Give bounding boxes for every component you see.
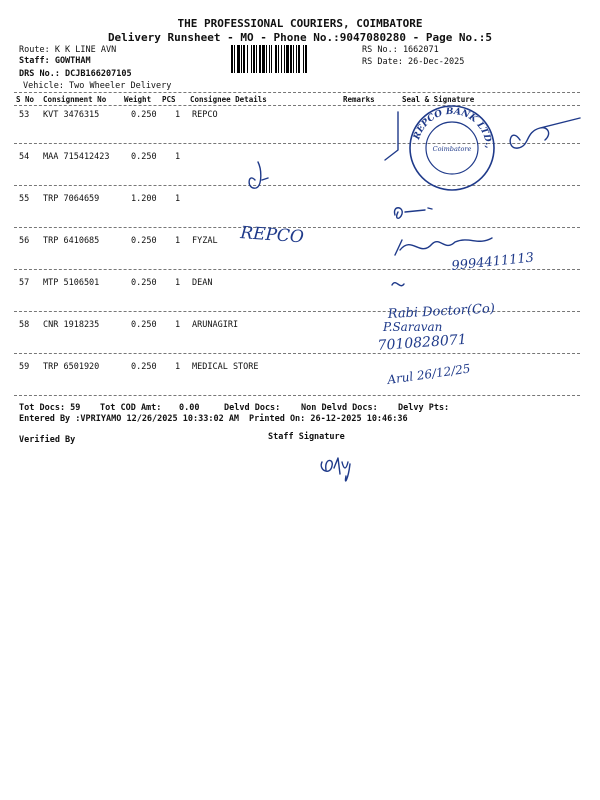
runsheet-subtitle: Delivery Runsheet - MO - Phone No.:9047080280 - Page No.:5 bbox=[107, 31, 493, 44]
barcode-bar bbox=[275, 45, 277, 73]
row-pcs: 1 bbox=[175, 110, 181, 120]
vehicle-label: Vehicle: Two Wheeler Delivery bbox=[23, 81, 172, 91]
header-rule-bottom bbox=[14, 105, 580, 106]
col-consignment: Consignment No bbox=[43, 95, 107, 104]
col-weight: Weight bbox=[124, 95, 152, 104]
table-row bbox=[0, 362, 600, 404]
barcode-bar bbox=[281, 45, 282, 73]
table-row bbox=[0, 320, 600, 362]
row-pcs: 1 bbox=[175, 194, 181, 204]
entered-by: Entered By :VPRIYAMO 12/26/2025 10:33:02 AM bbox=[19, 414, 240, 424]
staff-label: Staff: GOWTHAM bbox=[19, 56, 91, 66]
header-rule-top bbox=[14, 92, 580, 93]
barcode-bar bbox=[247, 45, 248, 73]
row-consignment: TRP 6410685 bbox=[43, 236, 100, 246]
barcode-bar bbox=[234, 45, 235, 73]
barcode-bar bbox=[251, 45, 252, 73]
row-rule bbox=[14, 353, 580, 354]
col-remarks: Remarks bbox=[343, 95, 375, 104]
delvy-pts: Delvy Pts: bbox=[398, 403, 450, 413]
row-weight: 0.250 bbox=[131, 362, 157, 372]
row-consignment: TRP 7064659 bbox=[43, 194, 100, 204]
handwriting-row58: P.Saravan bbox=[383, 320, 443, 334]
row-consignment: MAA 715412423 bbox=[43, 152, 110, 162]
row-weight: 0.250 bbox=[131, 278, 157, 288]
rs-date: RS Date: 26-Dec-2025 bbox=[362, 57, 465, 67]
barcode-bar bbox=[296, 45, 297, 73]
row-consignee: REPCO bbox=[192, 110, 218, 120]
col-pcs: PCS bbox=[162, 95, 176, 104]
tot-docs: Tot Docs: 59 bbox=[19, 403, 81, 413]
row-weight: 1.200 bbox=[131, 194, 157, 204]
handwriting-row55: REPCO bbox=[239, 223, 305, 248]
row-weight: 0.250 bbox=[131, 320, 157, 330]
barcode-bar bbox=[243, 45, 245, 73]
phone-row56: 9994411113 bbox=[450, 250, 535, 274]
row-pcs: 1 bbox=[175, 362, 181, 372]
tot-cod-amount: 0.00 bbox=[179, 403, 200, 413]
handwriting-row59: Arul 26/12/25 bbox=[386, 361, 472, 387]
seal-center-text: Coimbatore bbox=[432, 145, 472, 153]
row-consignment: KVT 3476315 bbox=[43, 110, 100, 120]
row-sno: 54 bbox=[19, 152, 30, 162]
barcode-bar bbox=[256, 45, 257, 73]
row-rule bbox=[14, 269, 580, 270]
row-consignment: TRP 6501920 bbox=[43, 362, 100, 372]
rs-number: RS No.: 1662071 bbox=[362, 45, 439, 55]
table-row bbox=[0, 152, 600, 194]
barcode-bar bbox=[269, 45, 270, 73]
row-rule bbox=[14, 395, 580, 396]
row-weight: 0.250 bbox=[131, 236, 157, 246]
row-sno: 59 bbox=[19, 362, 30, 372]
table-row bbox=[0, 194, 600, 236]
phone-row58: 7010828071 bbox=[377, 331, 468, 354]
col-seal-signature: Seal & Signature bbox=[402, 95, 475, 104]
barcode-bar bbox=[290, 45, 292, 73]
barcode-bar bbox=[271, 45, 272, 73]
row-sno: 53 bbox=[19, 110, 30, 120]
row-sno: 57 bbox=[19, 278, 30, 288]
col-sno: S No bbox=[16, 95, 35, 104]
table-row bbox=[0, 278, 600, 320]
barcode-bar bbox=[259, 45, 261, 73]
barcode-bar bbox=[241, 45, 242, 73]
row-consignment: CNR 1918235 bbox=[43, 320, 100, 330]
barcode-bar bbox=[278, 45, 279, 73]
tot-cod-label: Tot COD Amt: bbox=[100, 403, 162, 413]
row-rule bbox=[14, 227, 580, 228]
barcode-bar bbox=[231, 45, 233, 73]
row-sno: 55 bbox=[19, 194, 30, 204]
row-weight: 0.250 bbox=[131, 152, 157, 162]
route-label: Route: K K LINE AVN bbox=[19, 45, 117, 55]
row-weight: 0.250 bbox=[131, 110, 157, 120]
barcode bbox=[231, 45, 356, 73]
row-pcs: 1 bbox=[175, 152, 181, 162]
handwriting-row57: Rabi Doctor(Co) bbox=[387, 301, 496, 322]
row-rule bbox=[14, 185, 580, 186]
row-consignee: FYZAL bbox=[192, 236, 218, 246]
printed-on: Printed On: 26-12-2025 10:46:36 bbox=[249, 414, 408, 424]
seal-text: REPCO BANK LTD., bbox=[412, 106, 494, 149]
delvd-docs: Delvd Docs: bbox=[224, 403, 281, 413]
barcode-bar bbox=[298, 45, 300, 73]
barcode-bar bbox=[303, 45, 304, 73]
barcode-bar bbox=[262, 45, 265, 73]
barcode-bar bbox=[293, 45, 294, 73]
barcode-bar bbox=[237, 45, 240, 73]
barcode-bar bbox=[253, 45, 255, 73]
table-row bbox=[0, 110, 600, 152]
row-sno: 58 bbox=[19, 320, 30, 330]
drs-number: DRS No.: DCJB166207105 bbox=[19, 69, 132, 79]
barcode-bar bbox=[286, 45, 289, 73]
row-consignment: MTP 5106501 bbox=[43, 278, 100, 288]
col-consignee: Consignee Details bbox=[190, 95, 267, 104]
table-row bbox=[0, 236, 600, 278]
staff-signature-label: Staff Signature bbox=[268, 432, 345, 442]
row-rule bbox=[14, 143, 580, 144]
row-pcs: 1 bbox=[175, 320, 181, 330]
row-consignee: ARUNAGIRI bbox=[192, 320, 239, 330]
barcode-bar bbox=[284, 45, 285, 73]
company-title: THE PROFESSIONAL COURIERS, COIMBATORE bbox=[177, 17, 423, 30]
row-pcs: 1 bbox=[175, 236, 181, 246]
row-pcs: 1 bbox=[175, 278, 181, 288]
non-delvd-docs: Non Delvd Docs: bbox=[301, 403, 378, 413]
verified-by: Verified By bbox=[19, 435, 76, 445]
staff-signature-mark bbox=[321, 458, 350, 481]
row-sno: 56 bbox=[19, 236, 30, 246]
row-rule bbox=[14, 311, 580, 312]
row-consignee: DEAN bbox=[192, 278, 213, 288]
row-consignee: MEDICAL STORE bbox=[192, 362, 259, 372]
barcode-bar bbox=[266, 45, 267, 73]
barcode-bar bbox=[305, 45, 307, 73]
